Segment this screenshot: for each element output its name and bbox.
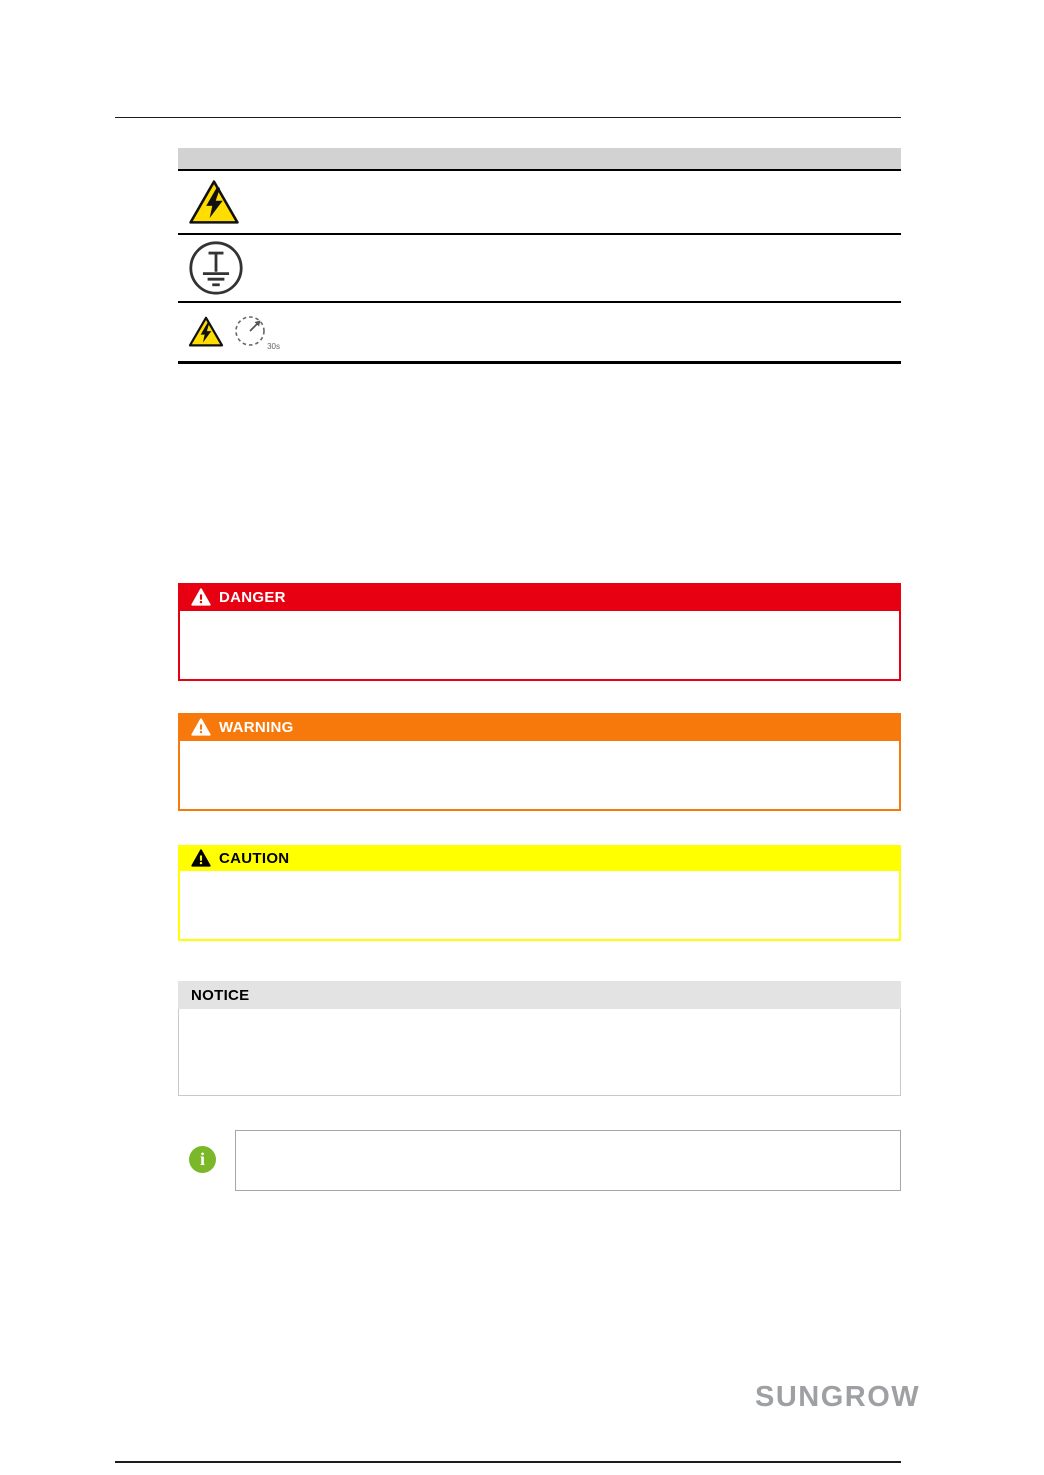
- notice-banner: [178, 981, 901, 1009]
- sungrow-logo: SUNGROW: [755, 1381, 921, 1413]
- timer-dashed-circle-icon: [232, 313, 268, 349]
- delay-time-label: 30s: [267, 342, 280, 351]
- danger-banner: [178, 583, 901, 611]
- alert-label: WARNING: [219, 718, 294, 736]
- table-row: [178, 171, 901, 235]
- caution-body: [178, 871, 901, 941]
- warning-triangle-icon: [191, 718, 211, 736]
- table-row: [178, 235, 901, 303]
- caution-alert: [178, 845, 901, 941]
- info-icon-glyph: i: [199, 1149, 205, 1169]
- caution-banner: [178, 845, 901, 871]
- danger-alert: [178, 583, 901, 681]
- alert-label: DANGER: [219, 588, 286, 606]
- warning-banner: [178, 713, 901, 741]
- warning-triangle-icon: [191, 588, 211, 606]
- danger-body: [178, 611, 901, 681]
- alert-label: CAUTION: [219, 849, 290, 867]
- symbol-table-header: [178, 148, 901, 171]
- symbol-table: [178, 148, 901, 364]
- warning-alert: [178, 713, 901, 811]
- warning-triangle-icon: [191, 849, 211, 867]
- note-box: [235, 1130, 901, 1191]
- header-rule: [115, 117, 901, 118]
- delayed-discharge-icon: [232, 313, 280, 351]
- alert-label: NOTICE: [191, 986, 250, 1004]
- protective-earth-icon: [188, 240, 244, 296]
- notice-body: [178, 1009, 901, 1096]
- info-icon: [189, 1146, 216, 1173]
- notice-alert: [178, 981, 901, 1096]
- warning-body: [178, 741, 901, 811]
- table-row: [178, 303, 901, 364]
- high-voltage-small-icon: [188, 316, 224, 348]
- footer-rule: [115, 1461, 901, 1463]
- high-voltage-warning-icon: [188, 179, 240, 225]
